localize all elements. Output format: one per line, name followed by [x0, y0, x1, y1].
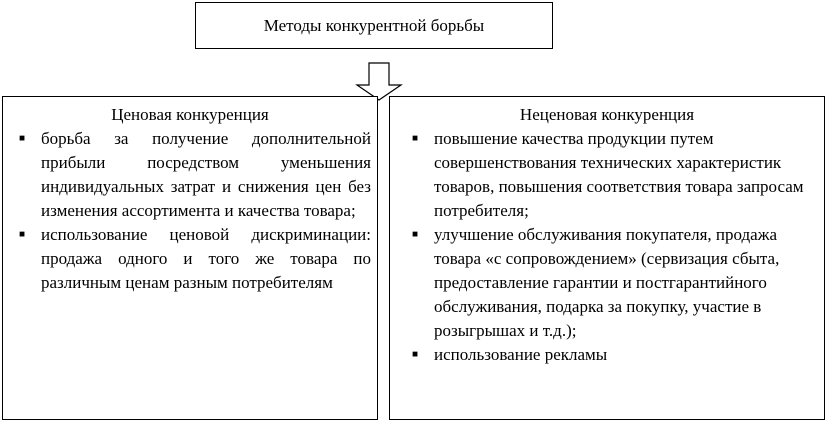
nonprice-competition-heading: Неценовая конкуренция	[519, 105, 695, 124]
list-item: ■ использование рекламы	[434, 343, 822, 367]
list-item: ■ использование ценовой дискриминации: продажа одного и того же товара по различным ценам разным потребителям	[19, 225, 371, 292]
bullet-icon: ■	[19, 133, 26, 144]
list-item: ■ улучшение обслуживания покупателя, продажа товара «с сопровождением» (сервизация сбыта, предоставление гарантии и постгарантийного обслуживания, подарка за покупку, участие в розыгрышах и т.д.);	[412, 225, 780, 340]
nonprice-competition-list	[412, 127, 822, 367]
title-box	[195, 2, 553, 49]
diagram-title: Методы конкурентной борьбы	[263, 15, 485, 35]
bullet-icon: ■	[19, 229, 26, 240]
bullet-icon: ■	[412, 133, 419, 144]
list-item: ■ борьба за получение дополнительной прибыли посредством уменьшения индивидуальных затрат и снижения цен без изменения ассортимента и качества товара;	[19, 129, 371, 220]
price-competition-heading: Ценовая конкуренция	[111, 105, 269, 124]
list-item: ■ повышение качества продукции путем совершенствования технических характеристик товаров, повышения соответствия товара запросам потребителя;	[412, 129, 804, 220]
bullet-icon: ■	[412, 229, 419, 240]
price-competition-box	[2, 96, 378, 420]
nonprice-competition-box	[389, 96, 825, 420]
bullet-icon: ■	[412, 349, 419, 360]
price-competition-list	[19, 127, 371, 295]
